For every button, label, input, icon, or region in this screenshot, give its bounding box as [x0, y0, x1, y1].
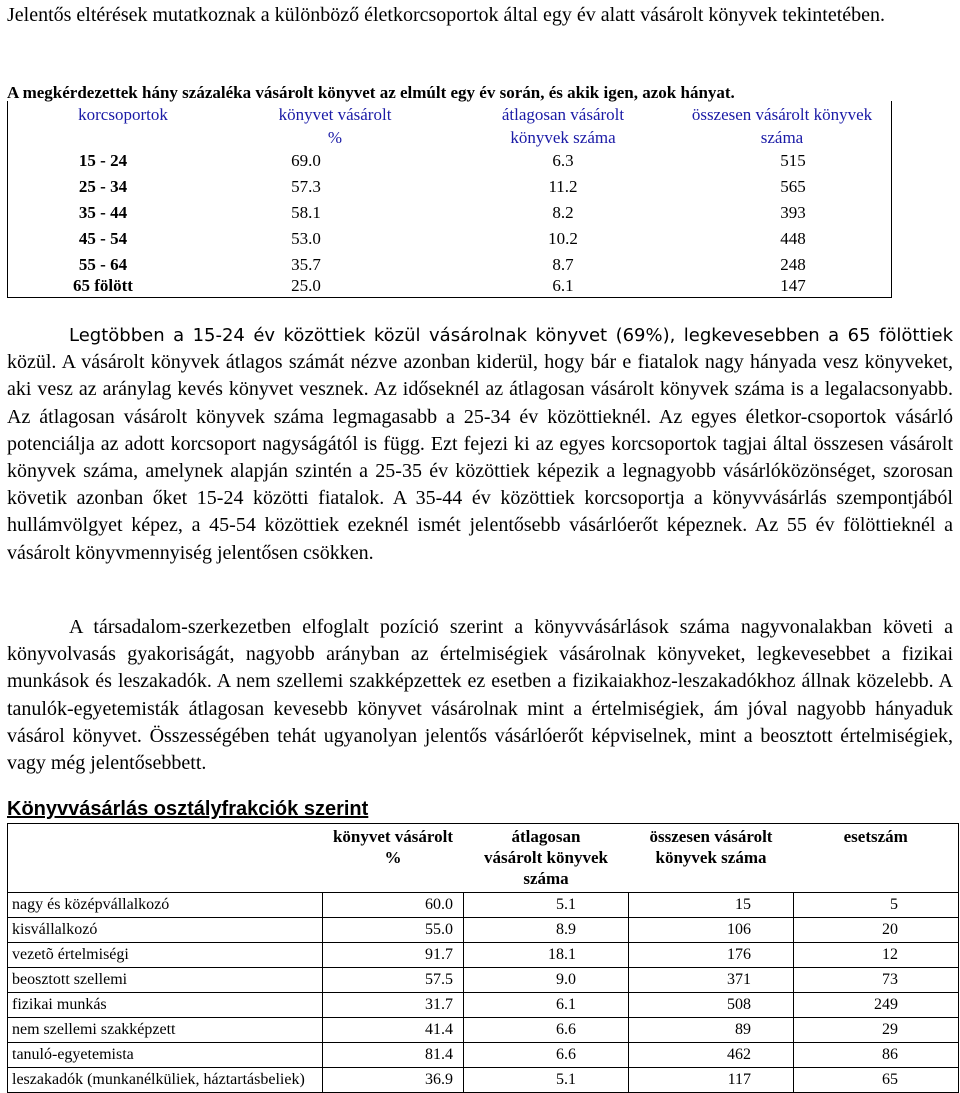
header-line: átlagosan [511, 827, 581, 846]
total-books: 89 [629, 1018, 794, 1043]
header-line: % [327, 128, 343, 147]
total-books: 508 [629, 993, 794, 1018]
bought-pct: 55.0 [323, 918, 464, 943]
total-books: 176 [629, 943, 794, 968]
age-group-table [7, 101, 892, 298]
case-count: 249 [794, 993, 959, 1018]
table-header-row [8, 824, 959, 893]
table-row [8, 227, 891, 253]
table-row [8, 918, 959, 943]
header-line: átlagosan vásárolt [501, 105, 625, 124]
total-books: 393 [780, 203, 806, 222]
bought-pct: 57.3 [291, 177, 321, 196]
row-label: fizikai munkás [8, 993, 323, 1018]
case-count: 5 [794, 893, 959, 918]
avg-books: 6.1 [464, 993, 629, 1018]
bought-pct: 60.0 [323, 893, 464, 918]
row-label: leszakadók (munkanélküliek, háztartásbeliek) [8, 1068, 323, 1093]
header-bought-pct [323, 824, 464, 893]
header-line: könyvet vásárolt [278, 105, 392, 124]
header-blank [8, 824, 323, 893]
header-line: száma [523, 869, 569, 888]
paragraph-rest: közül. A vásárolt könyvek átlagos számát nézve azonban kiderül, hogy bár e fiatalok nagy hányada vesz könyveket, aki vesz az aránylag kevés könyvet vesznek. Az időseknél az átlagosan vásárolt könyvek száma is a legalacsonyabb. Az átlagosan vásárolt könyvek száma legmagasabb a 25-34 év közöttieknél. Az egyes életkor-csoportok vásárló potenciálja az adott korcsoport nagyságától is függ. Ezt fejezi ki az egyes korcsoportok tagjai által összesen vásárolt könyvek száma, amelynek alapján szintén a 25-35 év közöttiek képezik a legnagyobb vásárlóközönséget, szorosan követik azonban őket 15-24 közötti fiatalok. A 35-44 év közöttiek korcsoportja a könyvvásárlás szempontjából hullámvölgyet képez, a 45-54 közöttiek ezeknél ismét jelentősebb vásárlóerőt képeznek. Az 55 év fölöttieknél a vásárolt könyvmennyiség jelentősen csökken. [7, 351, 953, 564]
table1-header-bought-pct [251, 103, 419, 149]
table-row [8, 893, 959, 918]
header-line: száma [760, 128, 804, 147]
header-line: könyvek száma [655, 848, 767, 867]
table-row [8, 149, 891, 175]
avg-books: 5.1 [464, 1068, 629, 1093]
header-cases [794, 824, 959, 893]
total-books: 147 [780, 276, 806, 295]
table-row [8, 1068, 959, 1093]
table1-caption: A megkérdezettek hány százaléka vásárolt könyvet az elmúlt egy év során, és akik igen, azok hányat. [7, 83, 735, 102]
case-count: 20 [794, 918, 959, 943]
bought-pct: 91.7 [323, 943, 464, 968]
row-label: tanuló-egyetemista [8, 1043, 323, 1068]
row-label: kisvállalkozó [8, 918, 323, 943]
header-avg [464, 824, 629, 893]
bought-pct: 58.1 [291, 203, 321, 222]
case-count: 29 [794, 1018, 959, 1043]
bought-pct: 41.4 [323, 1018, 464, 1043]
avg-books: 8.2 [552, 203, 574, 222]
avg-books: 8.9 [464, 918, 629, 943]
total-books: 248 [780, 255, 806, 274]
bought-pct: 31.7 [323, 993, 464, 1018]
bought-pct: 36.9 [323, 1068, 464, 1093]
age-group: 25 - 34 [78, 177, 128, 196]
total-books: 106 [629, 918, 794, 943]
table-row [8, 274, 891, 300]
bought-pct: 53.0 [291, 229, 321, 248]
avg-books: 11.2 [548, 177, 578, 196]
table-row [8, 968, 959, 993]
avg-books: 8.7 [552, 255, 574, 274]
header-line: összesen vásárolt [649, 827, 773, 846]
total-books: 15 [629, 893, 794, 918]
case-count: 65 [794, 1068, 959, 1093]
avg-books: 6.3 [552, 151, 574, 170]
age-group: 35 - 44 [78, 203, 128, 222]
case-count: 86 [794, 1043, 959, 1068]
row-label: vezetõ értelmiségi [8, 943, 323, 968]
row-label: beosztott szellemi [8, 968, 323, 993]
header-line: vásárolt könyvek [484, 848, 608, 867]
bought-pct: 69.0 [291, 151, 321, 170]
bought-pct: 25.0 [291, 276, 321, 295]
table-row [8, 943, 959, 968]
total-books: 462 [629, 1043, 794, 1068]
table1-header-age [48, 103, 198, 126]
paragraph-social-position: A társadalom-szerkezetben elfoglalt pozíció szerint a könyvvásárlások száma nagyvonalakban követi a könyvolvasás gyakoriságát, nagyobb arányban az értelmiségiek vásárolnak könyveket, legkevesebbet a fizikai munkások és leszakadók. A nem szellemi szakképzettek ez esetben a fizikaiakhoz-leszakadókhoz állnak közelebb. A tanulók-egyetemisták átlagosan kevesebb könyvet vásárolnak mint a értelmiségiek, ám jóval nagyobb hányaduk vásárol könyvet. Összességében tehát ugyanolyan jelentős vásárlóerőt képviselnek, mint a beosztott értelmiségiek, vagy még jelentősebbett. [7, 616, 953, 775]
avg-books: 18.1 [464, 943, 629, 968]
avg-books: 6.6 [464, 1043, 629, 1068]
age-group: 45 - 54 [78, 229, 128, 248]
row-label: nagy és középvállalkozó [8, 893, 323, 918]
paragraph-age-analysis [7, 322, 953, 567]
header-line: korcsoportok [78, 105, 168, 124]
header-line: % [384, 848, 402, 867]
section-title: Könyvvásárlás osztályfrakciók szerint [7, 798, 369, 820]
intro-paragraph: Jelentős eltérések mutatkoznak a különböző életkorcsoportok által egy év alatt vásárolt könyvek tekintetében. [7, 4, 886, 26]
bought-pct: 35.7 [291, 255, 321, 274]
total-books: 448 [780, 229, 806, 248]
avg-books: 6.6 [464, 1018, 629, 1043]
age-group: 65 fölött [73, 276, 133, 295]
table-row [8, 993, 959, 1018]
case-count: 12 [794, 943, 959, 968]
table1-header-avg [468, 103, 658, 149]
table1-header-total [673, 103, 891, 149]
class-fraction-table [7, 823, 959, 1093]
total-books: 515 [780, 151, 806, 170]
header-line: könyvet vásárolt [332, 827, 454, 846]
total-books: 565 [780, 177, 806, 196]
bought-pct: 81.4 [323, 1043, 464, 1068]
header-total [629, 824, 794, 893]
header-line: összesen vásárolt könyvek [691, 105, 873, 124]
header-line: esetszám [843, 827, 908, 846]
table-row [8, 175, 891, 201]
avg-books: 6.1 [552, 276, 574, 295]
avg-books: 9.0 [464, 968, 629, 993]
bought-pct: 57.5 [323, 968, 464, 993]
paragraph-lead: Legtöbben a 15-24 év közöttiek közül vásárolnak könyvet (69%), legkevesebben a 65 fölöttiek [69, 325, 953, 346]
age-group: 15 - 24 [78, 151, 128, 170]
row-label: nem szellemi szakképzett [8, 1018, 323, 1043]
avg-books: 10.2 [548, 229, 578, 248]
age-group: 55 - 64 [78, 255, 128, 274]
table-row [8, 201, 891, 227]
avg-books: 5.1 [464, 893, 629, 918]
total-books: 117 [629, 1068, 794, 1093]
total-books: 371 [629, 968, 794, 993]
table-row [8, 1043, 959, 1068]
case-count: 73 [794, 968, 959, 993]
table-row [8, 1018, 959, 1043]
header-line: könyvek száma [510, 128, 616, 147]
